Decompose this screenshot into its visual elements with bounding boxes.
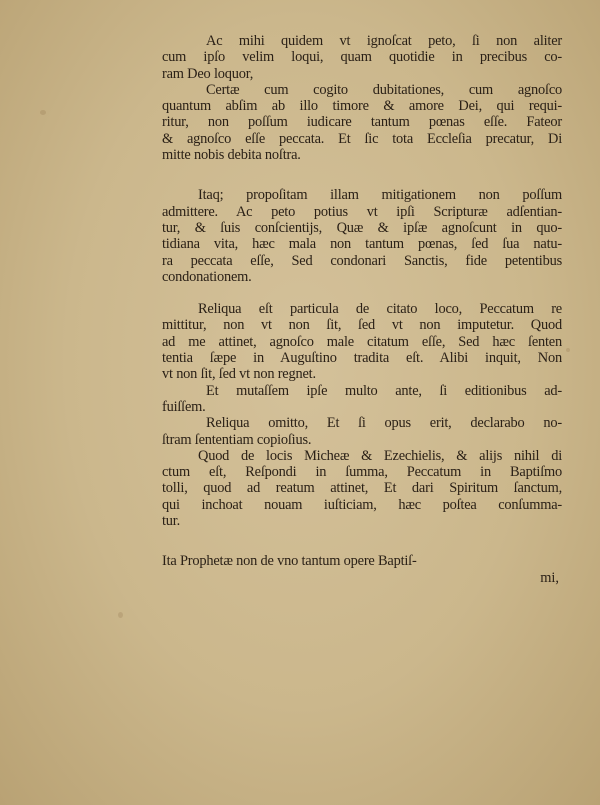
paragraph-3 — [162, 187, 562, 285]
catchword: mi, — [540, 569, 559, 586]
text-line: tidiana vita, hæc mala non tantum pœnas, ſed ſua natu- — [162, 236, 562, 253]
text-line: Reliqua eſt particula de citato loco, Peccatum re — [198, 301, 562, 318]
text-line: tur, & ſuis conſcientijs, Quæ & ipſæ agnoſcunt in quo- — [162, 219, 562, 236]
text-line: & agnoſco eſſe peccata. Et ſic tota Eccleſia precatur, Di — [162, 130, 562, 147]
text-line: Et mutaſſem ipſe multo ante, ſi editionibus ad- — [206, 382, 562, 399]
text-line: Certæ cum cogito dubitationes, cum agnoſco — [206, 81, 562, 98]
text-line: ctum eſt, Reſpondi in ſumma, Peccatum in Baptiſmo — [162, 464, 562, 481]
text-line: admittere. Ac peto potius vt ipſi Scripturæ adſentian- — [162, 203, 562, 220]
text-line: fuiſſem. — [162, 398, 206, 415]
text-line: Ita Prophetæ non de vno tantum opere Baptiſ- — [162, 553, 417, 570]
paper-stain — [566, 348, 570, 352]
text-line: ram Deo loquor, — [162, 65, 254, 82]
paragraph-6 — [162, 415, 562, 448]
text-line: tentia ſæpe in Auguſtino tradita eſt. Alibi inquit, Non — [162, 350, 562, 367]
text-line: condonationem. — [162, 268, 252, 285]
text-line: cum ipſo velim loqui, quam quotidie in precibus co- — [162, 49, 562, 66]
text-line: quantum abſim ab illo timore & amore Dei, qui requi- — [162, 98, 562, 115]
paragraph-8 — [162, 553, 562, 569]
text-line: vt non ſit, ſed vt non regnet. — [162, 366, 316, 383]
paragraph-4 — [162, 301, 562, 382]
paragraph-5 — [162, 383, 562, 416]
paper-stain — [40, 110, 46, 115]
text-line: Quod de locis Micheæ & Ezechielis, & alijs nihil di — [198, 447, 562, 464]
text-line: ſtram ſententiam copioſius. — [162, 431, 312, 448]
text-line: Itaq; propoſitam illam mitigationem non poſſum — [198, 187, 562, 204]
paragraph-1 — [162, 33, 562, 82]
text-line: mittitur, non vt non ſit, ſed vt non imputetur. Quod — [162, 317, 562, 334]
text-line: mitte nobis debita noſtra. — [162, 147, 301, 164]
text-line: ad me attinet, agnoſco male citatum eſſe, Sed hæc ſenten — [162, 333, 562, 350]
text-line: tur. — [162, 513, 180, 530]
text-line: ra peccata eſſe, Sed condonari Sanctis, fide petentibus — [162, 252, 562, 269]
text-line: ritur, non poſſum iudicare tantum pœnas eſſe. Fateor — [162, 114, 562, 131]
text-line: Ac mihi quidem vt ignoſcat peto, ſi non aliter — [206, 33, 562, 49]
paragraph-2 — [162, 82, 562, 163]
paper-stain — [118, 612, 123, 618]
text-line: qui inchoat nouam iuſticiam, hæc poſtea conſumma- — [162, 496, 562, 513]
text-line: tolli, quod ad reatum attinet, Et dari Spiritum ſanctum, — [162, 480, 562, 497]
paragraph-7 — [162, 448, 562, 529]
body-text — [162, 33, 562, 586]
text-line: Reliqua omitto, Et ſi opus erit, declarabo no- — [206, 415, 562, 432]
